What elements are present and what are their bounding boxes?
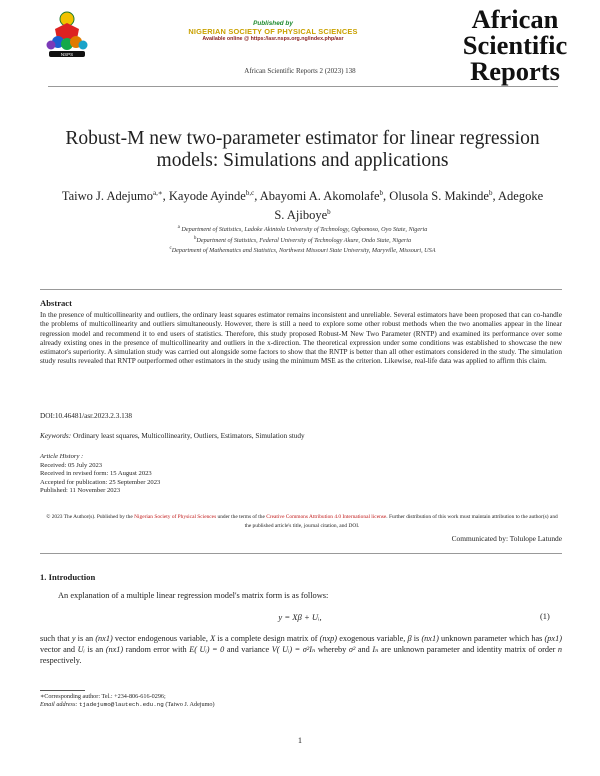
- divider: [48, 86, 558, 87]
- footnote-rule: [40, 690, 85, 691]
- paper-title: Robust-M new two-parameter estimator for linear regression models: Simulations and applications: [65, 128, 540, 171]
- publisher-block: [178, 20, 368, 42]
- available-online-link[interactable]: Available online @ https://asr.nsps.org.ng/index.php/asr: [202, 36, 344, 42]
- history-revised: Received in revised form: 15 August 2023: [40, 470, 152, 478]
- history-published: Published: 11 November 2023: [40, 487, 121, 495]
- author: Olusola S. Makinde$^b$,: [389, 189, 499, 204]
- communicated-by: Communicated by: Tolulope Latunde: [451, 534, 562, 543]
- affiliation: $^a$ Department of Statistics, Ladoke Akintola University of Technology, Ogbomoso, Oyo State, Nigeria: [177, 225, 428, 234]
- affiliations: [60, 224, 545, 256]
- brand-line-1: African: [471, 4, 559, 34]
- license-link[interactable]: Creative Commons Attribution 4.0 International license: [266, 514, 387, 520]
- abstract-text: In the presence of multicollinearity and outliers, the ordinary least squares estimator remains inconsistent and unreliable. Several estimators have been proposed that can co-handle the problems of multicollinearity and outliers simultaneously. However, there is still a need to explore some other robust methods when the two anomalies appear in the linear regression model and recommend it to end users of statistics. Therefore, this study proposed Robust-M New Two Parameter (RNTP) and examined its performance over some already existing ones in the presence of multicollinearity and outliers in the x-direction. The theoretical expression under some conditions was established to showcase the new estimator's superiority. A simulation study was carried out alongside some factors to show that the RNTP is better than all other estimators considered in the study. The simulation study results revealed that RNTP outperformed other estimators in the study using the minimum MSE as the criterion. Likewise, real-life data was applied to affirm this claim.: [40, 311, 562, 366]
- affiliation: $^b$Department of Statistics, Federal University of Technology Akure, Ondo State, Nigeria: [193, 235, 412, 244]
- brand-line-2: Scientific: [462, 30, 568, 60]
- published-by: Published by: [253, 20, 293, 27]
- page-number: 1: [297, 736, 303, 745]
- corresponding-author: ∗Corresponding author: Tel.: +234-806-616-0296;: [40, 693, 166, 700]
- keywords: [40, 432, 305, 440]
- history-received: Received: 05 July 2023: [40, 461, 103, 469]
- journal-brand: [445, 6, 585, 84]
- journal-citation: African Scientific Reports 2 (2023) 138: [244, 67, 356, 75]
- nsps-logo: [43, 9, 91, 59]
- author: Taiwo J. Adejumo$^{a,∗}$,: [61, 189, 169, 204]
- history-heading: Article History :: [40, 453, 84, 460]
- affiliation: $^c$Department of Mathematics and Statistics, Northwest Missouri State University, Maryville, Missouri, USA: [169, 246, 436, 255]
- author: Abayomi A. Akomolafe$^b$,: [259, 189, 390, 204]
- copyright-notice: © 2023 The Author(s). Published by the Nigerian Society of Physical Sciences under the terms of the Creative Commons Attribution 4.0 International license. Further distribution of this work must maintain attribution to the author(s) and the published article's title, journal citation, and DOI.: [46, 514, 558, 529]
- email-line: Email address: tjadejumo@lautech.edu.ng (Taiwo J. Adejumo): [40, 701, 215, 709]
- equation-number: (1): [540, 612, 550, 621]
- author: Kayode Ayinde$^{b,c}$,: [168, 189, 260, 204]
- society-link[interactable]: Nigerian Society of Physical Sciences: [134, 514, 217, 520]
- author-list: [60, 185, 545, 223]
- logo-text: NSPS: [60, 52, 74, 57]
- keywords-label: Keywords:: [40, 432, 72, 440]
- brand-line-3: Reports: [470, 56, 560, 86]
- article-history: [40, 453, 160, 496]
- equation: y = Xβ + Uᵢ,: [278, 612, 322, 622]
- history-accepted: Accepted for publication: 25 September 2023: [40, 478, 161, 486]
- doi[interactable]: DOI:10.46481/asr.2023.2.3.138: [40, 412, 133, 420]
- society-name: NIGERIAN SOCIETY OF PHYSICAL SCIENCES: [188, 27, 358, 36]
- divider: [40, 289, 562, 290]
- abstract-heading: Abstract: [40, 298, 72, 308]
- author: Adegoke S. Ajiboye$^b$: [274, 189, 544, 223]
- body-paragraph: such that y is an (nx1) vector endogenous variable, X is a complete design matrix of (nxp) exogenous variable, β is (nx1) unknown parameter which has (px1) vector and Uᵢ is an (nx1) random error with E( Uᵢ) = 0 and variance V( Uᵢ) = σ²Iₙ whereby σ² and Iₙ are unknown parameter and identity matrix of order n respectively.: [40, 634, 563, 665]
- keywords-text: Ordinary least squares, Multicollinearity, Outliers, Estimators, Simulation study: [72, 432, 305, 440]
- divider: [40, 553, 562, 554]
- section-heading: 1. Introduction: [40, 572, 96, 582]
- footnote: [40, 693, 440, 710]
- email-link[interactable]: tjadejumo@lautech.edu.ng: [78, 701, 164, 709]
- intro-paragraph: An explanation of a multiple linear regression model's matrix form is as follows:: [58, 591, 329, 600]
